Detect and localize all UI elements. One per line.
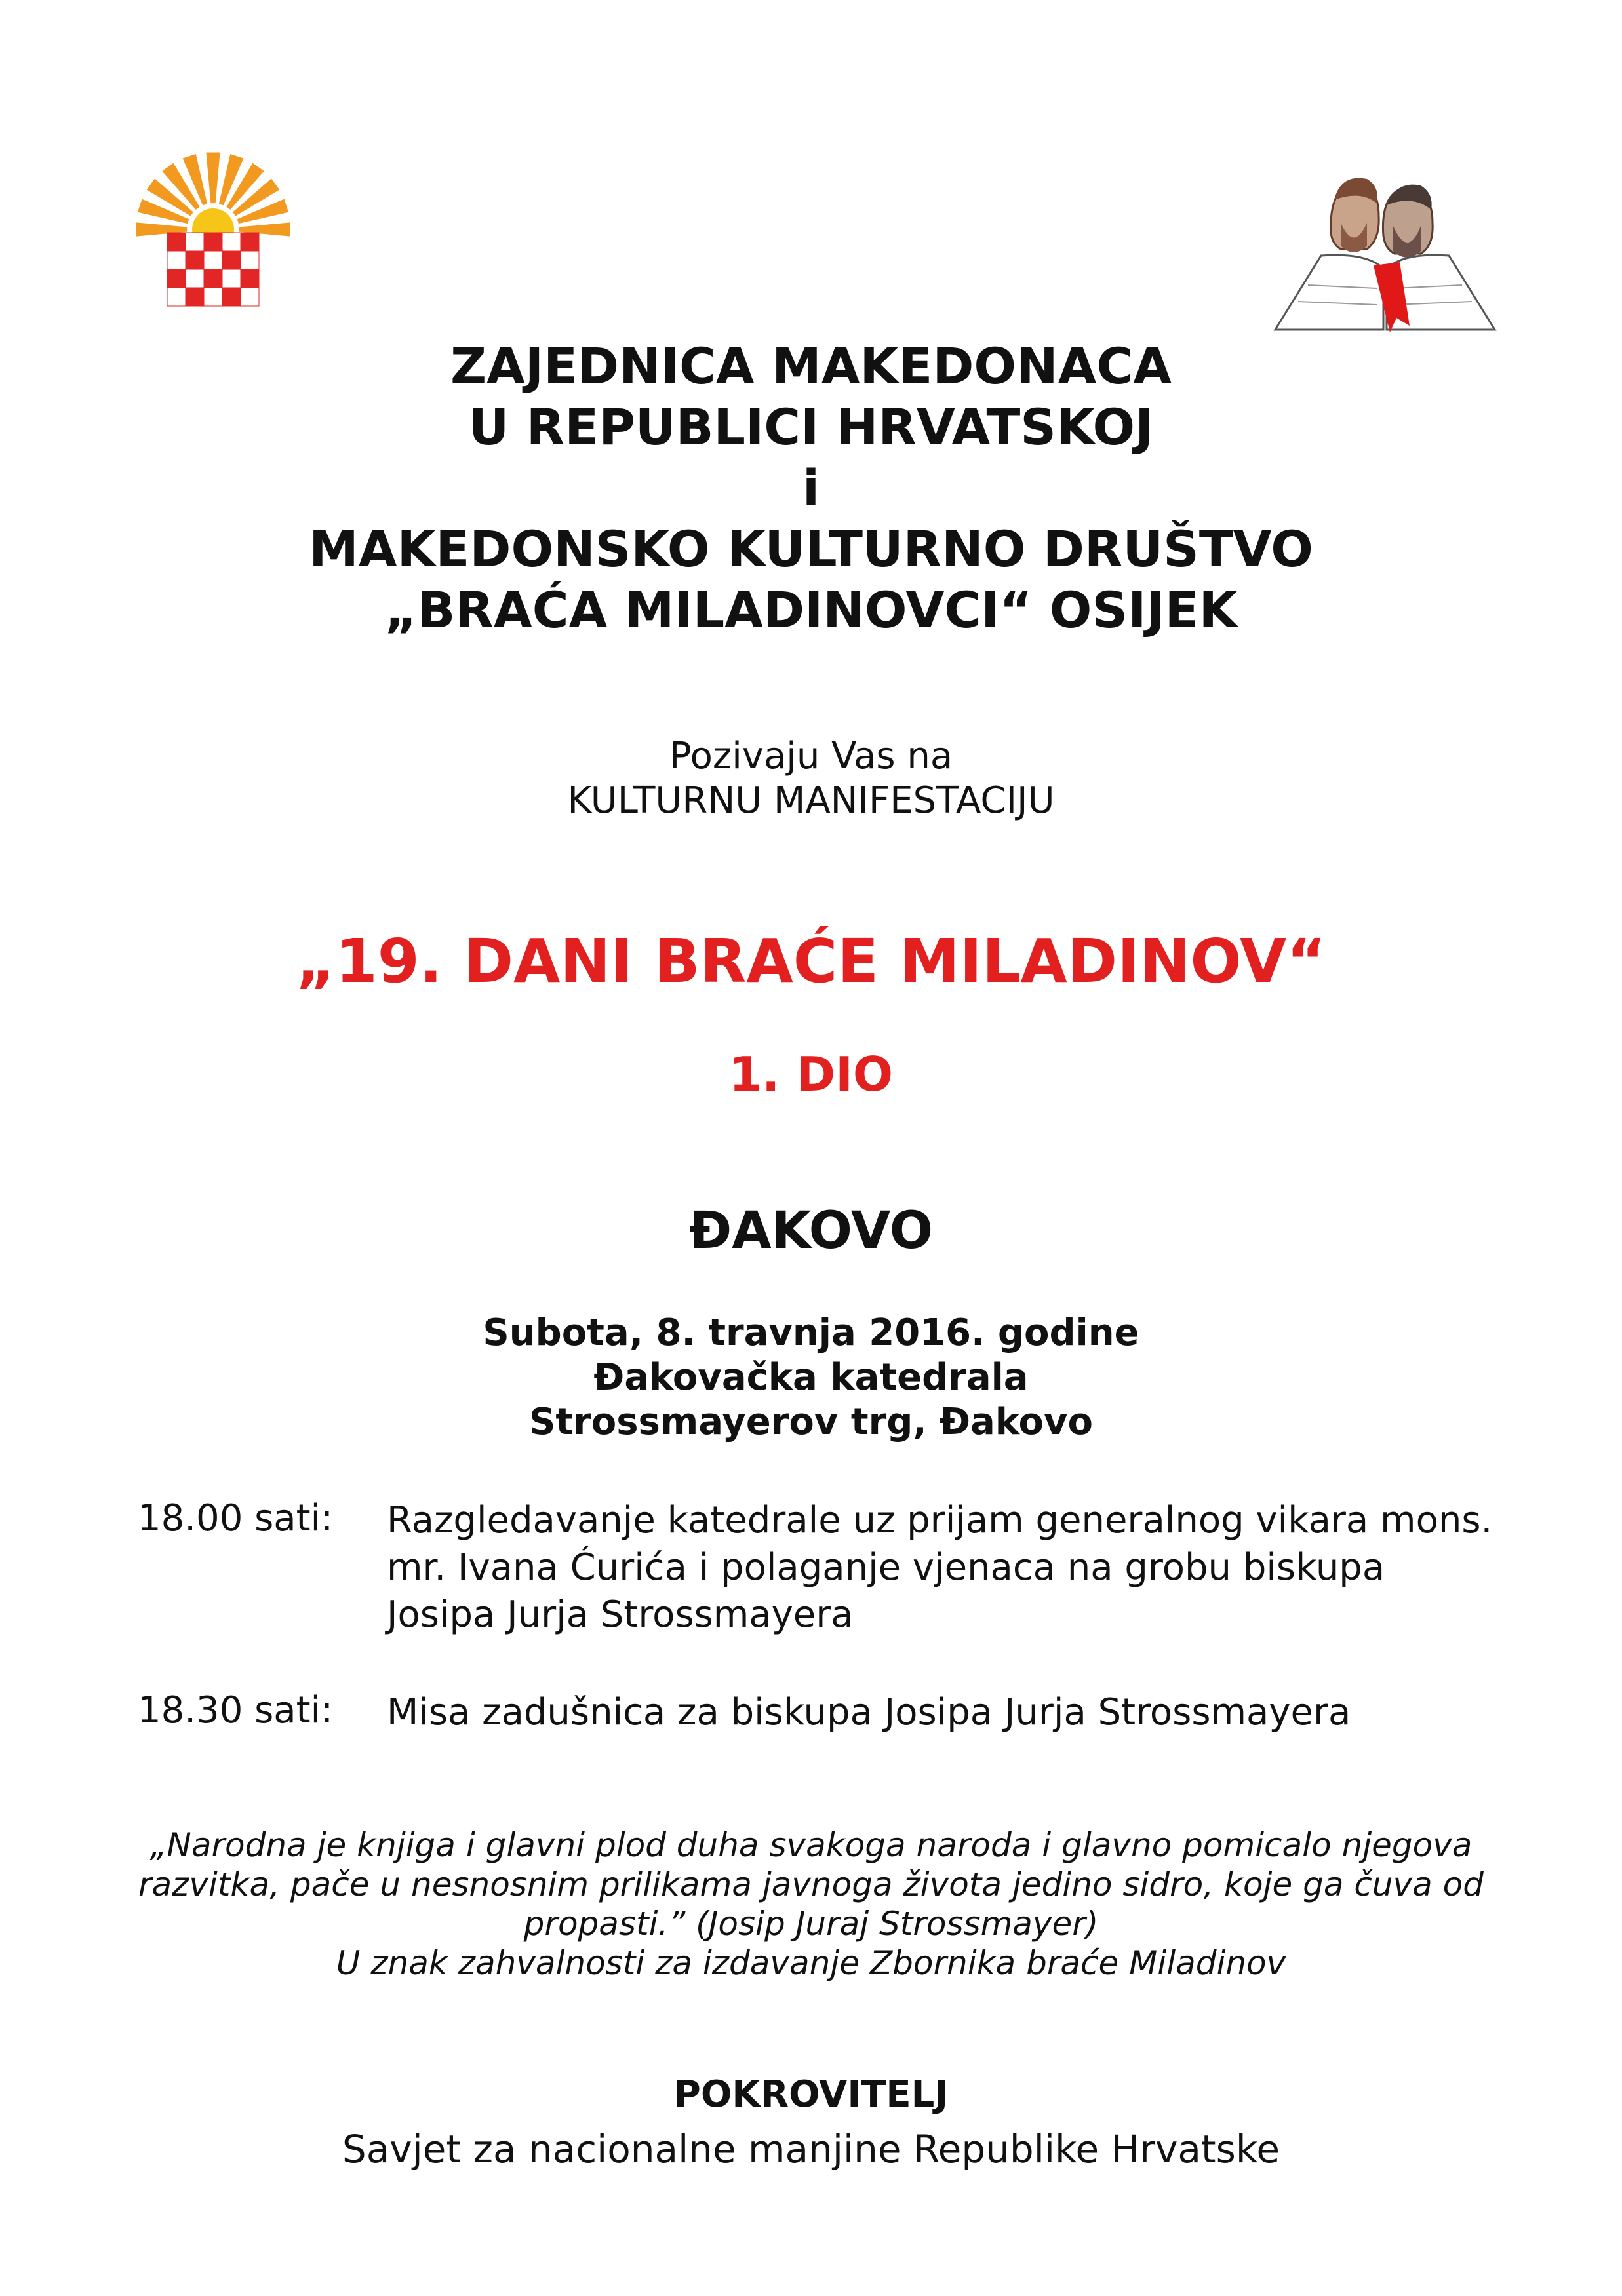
- checker-square-icon: [204, 251, 222, 269]
- checker-square-icon: [241, 233, 259, 251]
- checker-square-icon: [186, 288, 204, 306]
- sun-checkerboard-logo: [131, 151, 295, 308]
- checker-square-icon: [222, 269, 241, 288]
- event-venue: Đakovačka katedrala: [593, 1356, 1029, 1399]
- organizer-line-2: U REPUBLICI HRVATSKOJ: [468, 398, 1154, 456]
- organizer-line-3: MAKEDONSKO KULTURNO DRUŠTVO: [309, 520, 1313, 578]
- checker-square-icon: [204, 233, 222, 251]
- organizer-line-1: ZAJEDNICA MAKEDONACA: [450, 337, 1172, 395]
- sponsor-label: POKROVITELJ: [673, 2073, 949, 2116]
- event-date: Subota, 8. travnja 2016. godine: [483, 1312, 1139, 1354]
- program-description-1: Razgledavanje katedrale uz prijam generalnog vikara mons. mr. Ivana Ćurića i polaganje vjenaca na grobu biskupa Josipa Jurja Strossmayera: [387, 1499, 1493, 1636]
- checker-square-icon: [167, 233, 186, 251]
- quote: [0, 1825, 1622, 1983]
- miladinov-brothers-logo: [1269, 154, 1501, 338]
- quote-line-1: „Narodna je knjiga i glavni plod duha svakoga naroda i glavno pomicalo njegova: [149, 1826, 1473, 1864]
- quote-line-3: propasti.” (Josip Juraj Strossmayer): [523, 1905, 1099, 1943]
- organizer-line-4: „BRAĆA MILADINOVCI“ OSIJEK: [384, 581, 1238, 639]
- invitation: [0, 734, 1622, 823]
- sun-ray-icon: [206, 152, 220, 203]
- checker-square-icon: [167, 288, 186, 306]
- checker-square-icon: [222, 288, 241, 306]
- checker-square-icon: [204, 269, 222, 288]
- event-address: Strossmayerov trg, Đakovo: [529, 1401, 1093, 1443]
- quote-line-2: razvitka, pače u nesnosnim prilikama javnoga života jedino sidro, koje ga čuva od: [138, 1865, 1484, 1903]
- invitation-line-1: Pozivaju Vas na: [669, 735, 953, 777]
- checker-square-icon: [241, 288, 259, 306]
- portrait-right-icon: [1383, 185, 1433, 258]
- checker-square-icon: [241, 269, 259, 288]
- checker-square-icon: [241, 251, 259, 269]
- event-details: [0, 1311, 1622, 1445]
- sponsor-name: Savjet za nacionalne manjine Republike Hrvatske: [342, 2127, 1280, 2171]
- event-city: ĐAKOVO: [688, 1201, 934, 1260]
- checker-square-icon: [186, 233, 204, 251]
- checker-square-icon: [186, 269, 204, 288]
- event-part: 1. DIO: [728, 1047, 894, 1102]
- event-title: „19. DANI BRAĆE MILADINOV“: [296, 926, 1326, 996]
- checker-square-icon: [204, 288, 222, 306]
- checker-square-icon: [167, 269, 186, 288]
- checkerboard-icon: [167, 233, 259, 306]
- checker-square-icon: [186, 251, 204, 269]
- program-time-1: 18.00 sati:: [138, 1497, 333, 1540]
- program-time-2: 18.30 sati:: [138, 1689, 333, 1732]
- checker-square-icon: [167, 251, 186, 269]
- organizers-heading: [0, 336, 1622, 640]
- checker-square-icon: [222, 233, 241, 251]
- quote-line-4: U znak zahvalnosti za izdavanje Zbornika braće Miladinov: [336, 1944, 1286, 1982]
- conjunction: i: [802, 459, 820, 517]
- program-description-2: Misa zadušnica za biskupa Josipa Jurja Strossmayera: [387, 1691, 1351, 1734]
- checker-square-icon: [222, 251, 241, 269]
- portrait-left-icon: [1331, 178, 1379, 252]
- invitation-line-2: KULTURNU MANIFESTACIJU: [567, 779, 1055, 822]
